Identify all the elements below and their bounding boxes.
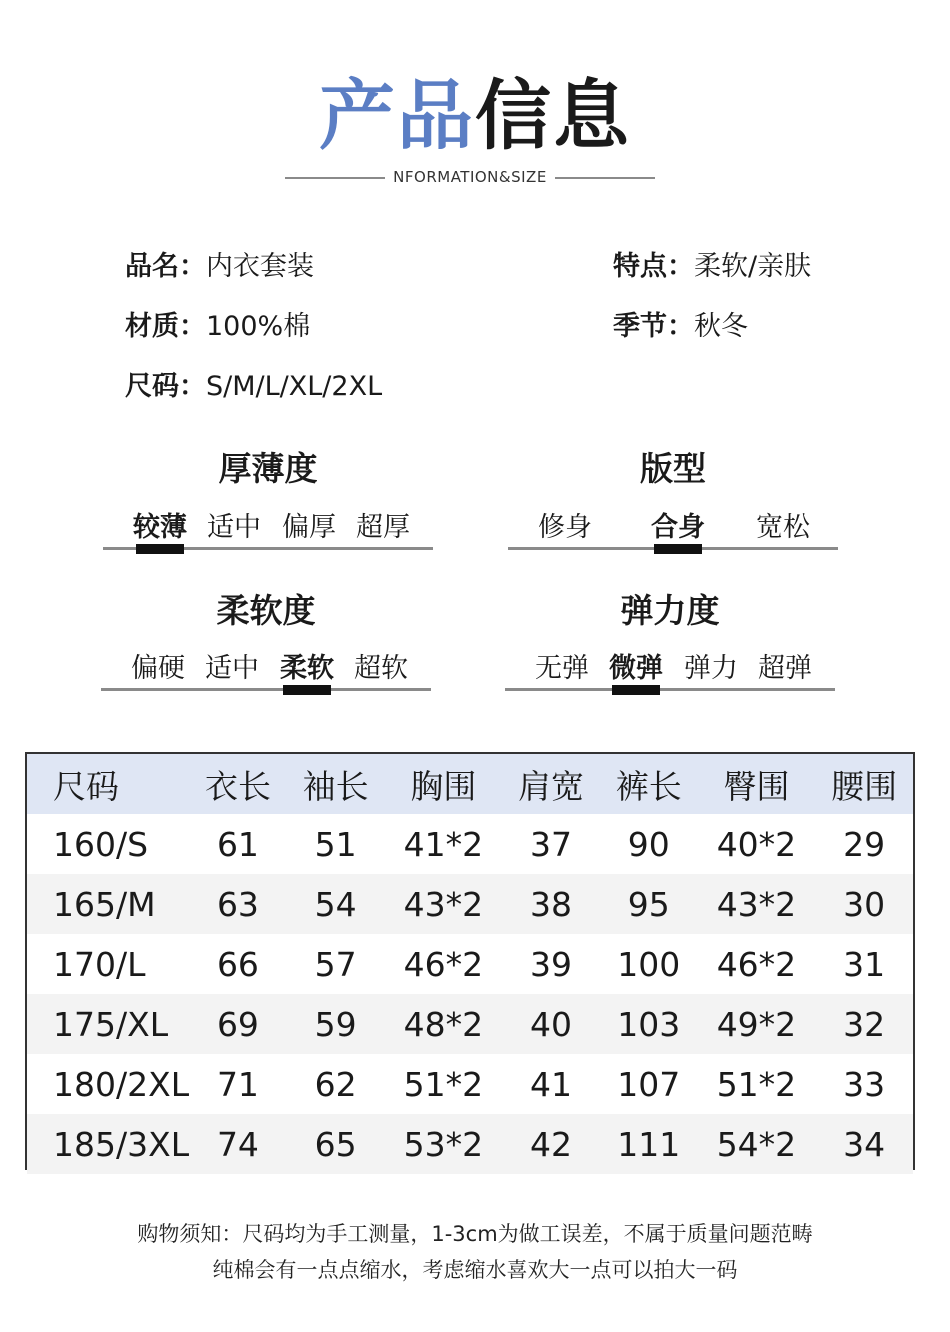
table-cell: 41 [530,1064,573,1104]
fit-selected-marker [654,544,702,554]
column-header: 肩宽 [518,766,585,806]
table-cell: 180/2XL [53,1064,190,1104]
fit-scale [508,505,838,547]
table-cell: 170/L [53,944,146,984]
thickness-option: 较薄 [133,512,187,543]
title-dark-part: 信息 [475,71,631,160]
thickness-option: 适中 [207,512,261,543]
softness-scale [101,646,431,688]
info-name-value: 内衣套装 [206,251,314,282]
thickness-title: 厚薄度 [218,449,318,488]
table-cell: 74 [216,1124,259,1164]
elasticity-selected-marker [612,685,660,695]
table-cell: 61 [216,824,259,864]
table-cell: 95 [627,884,670,924]
info-feature [613,253,811,280]
softness-option: 柔软 [280,653,334,684]
table-row [27,1114,913,1174]
table-row [27,994,913,1054]
info-name-key: 品名： [125,251,206,282]
table-cell: 49*2 [716,1004,797,1044]
fit-option: 合身 [651,512,705,543]
table-cell: 63 [216,884,259,924]
table-cell: 37 [530,824,573,864]
subtitle-row [285,168,655,188]
table-cell: 111 [617,1124,681,1164]
softness-scale-bar [101,688,431,691]
thickness-option: 超厚 [356,512,410,543]
table-cell: 48*2 [403,1004,484,1044]
table-cell: 33 [843,1064,886,1104]
table-cell: 165/M [53,884,156,924]
table-row [27,874,913,934]
info-feature-value: 柔软/亲肤 [694,251,812,282]
elasticity-scale-bar [505,688,835,691]
elasticity-option: 超弹 [758,653,812,684]
table-cell: 71 [216,1064,259,1104]
table-row [27,934,913,994]
column-header: 尺码 [53,766,119,806]
table-cell: 43*2 [403,884,484,924]
table-cell: 175/XL [53,1004,169,1044]
table-cell: 66 [216,944,259,984]
info-season-value: 秋冬 [694,311,748,342]
table-cell: 62 [314,1064,357,1104]
table-cell: 31 [843,944,886,984]
table-cell: 51*2 [403,1064,484,1104]
table-cell: 103 [617,1004,681,1044]
table-row [27,814,913,874]
info-size [125,373,382,400]
shopping-note-1: 购物须知：尺码均为手工测量，1-3cm为做工误差，不属于质量问题范畴 [137,1222,813,1246]
column-header: 裤长 [615,766,682,806]
table-cell: 107 [617,1064,681,1104]
table-cell: 100 [617,944,681,984]
subtitle: NFORMATION&SIZE [393,168,547,186]
thickness-scale [103,505,433,547]
elasticity-title: 弹力度 [620,591,720,630]
column-header: 臀围 [723,766,790,806]
table-cell: 53*2 [403,1124,484,1164]
table-cell: 185/3XL [53,1124,190,1164]
title-blue-part: 产品 [319,71,475,160]
table-cell: 90 [627,824,670,864]
table-row [27,1054,913,1114]
info-season-key: 季节： [613,311,694,342]
elasticity-option: 无弹 [535,653,589,684]
table-cell: 42 [530,1124,573,1164]
column-header: 衣长 [204,766,271,806]
thickness-selected-marker [136,544,184,554]
shopping-note-2: 纯棉会有一点点缩水，考虑缩水喜欢大一点可以拍大一码 [212,1258,738,1282]
table-cell: 160/S [53,824,149,864]
table-cell: 32 [843,1004,886,1044]
table-cell: 34 [843,1124,886,1164]
table-cell: 43*2 [716,884,797,924]
table-cell: 38 [530,884,573,924]
table-cell: 65 [314,1124,357,1164]
softness-option: 偏硬 [131,653,185,684]
table-cell: 39 [530,944,573,984]
info-feature-key: 特点： [613,251,694,282]
info-material-key: 材质： [125,311,206,342]
column-header: 袖长 [302,766,369,806]
table-cell: 46*2 [716,944,797,984]
softness-title: 柔软度 [216,591,316,630]
table-cell: 51 [314,824,357,864]
thickness-option: 偏厚 [282,512,336,543]
info-season [613,313,748,340]
fit-option: 修身 [538,512,592,543]
fit-title: 版型 [640,449,706,488]
table-cell: 29 [843,824,886,864]
page-title [0,71,950,160]
table-cell: 69 [216,1004,259,1044]
info-material-value: 100%棉 [206,311,311,342]
elasticity-option: 弹力 [684,653,738,684]
table-cell: 54*2 [716,1124,797,1164]
table-cell: 41*2 [403,824,484,864]
table-cell: 40 [530,1004,573,1044]
table-cell: 40*2 [716,824,797,864]
column-header: 腰围 [831,766,898,806]
info-size-key: 尺码： [125,371,206,402]
elasticity-option: 微弹 [609,653,663,684]
table-cell: 57 [314,944,357,984]
elasticity-scale [505,646,835,688]
table-cell: 46*2 [403,944,484,984]
info-material [125,313,310,340]
size-table [25,752,915,1170]
info-name [125,253,314,280]
softness-option: 超软 [354,653,408,684]
table-cell: 59 [314,1004,357,1044]
table-header-row [27,754,913,814]
info-size-value: S/M/L/XL/2XL [206,371,383,402]
column-header: 胸围 [410,766,477,806]
softness-selected-marker [283,685,331,695]
fit-option: 宽松 [756,512,810,543]
table-cell: 54 [314,884,357,924]
table-cell: 30 [843,884,886,924]
softness-option: 适中 [205,653,259,684]
table-cell: 51*2 [716,1064,797,1104]
divider-right [555,177,655,179]
